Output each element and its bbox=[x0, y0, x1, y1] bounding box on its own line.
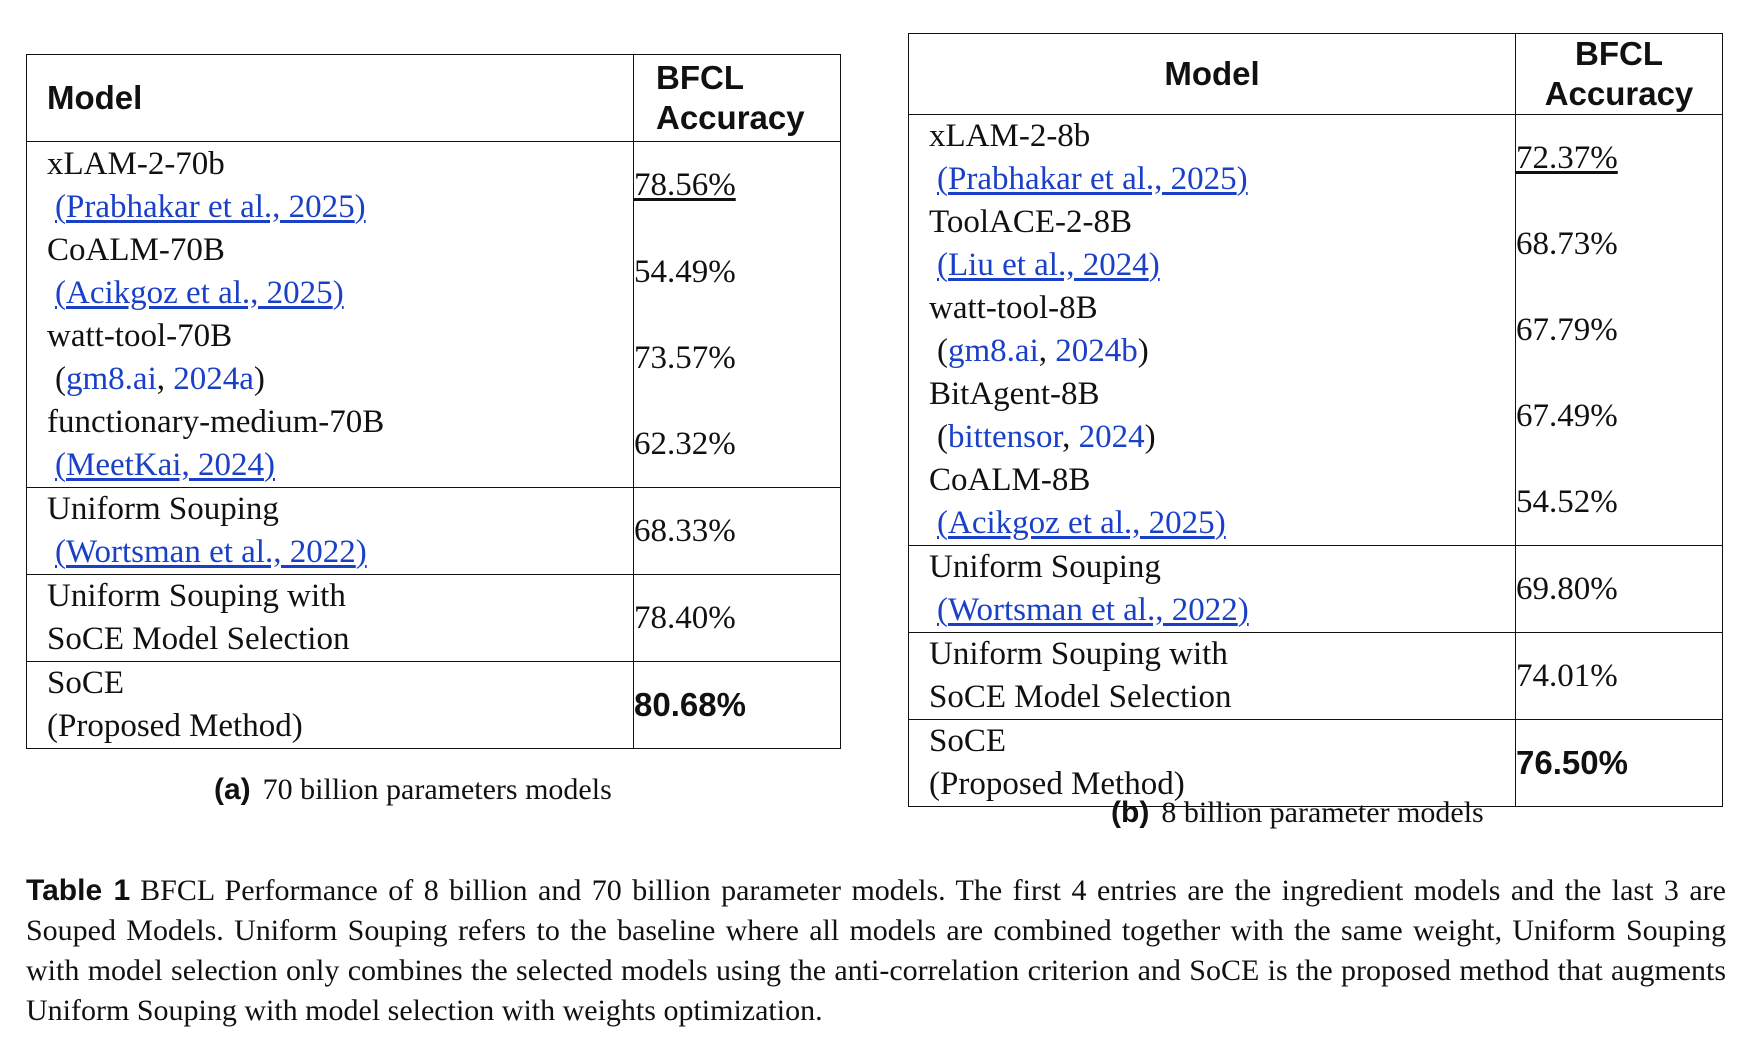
citation bbox=[27, 444, 633, 487]
table-caption bbox=[26, 871, 1726, 1031]
table-b-header-row bbox=[909, 34, 1723, 115]
accuracy-cell bbox=[1516, 201, 1723, 287]
citation-link[interactable]: bittensor bbox=[948, 419, 1063, 455]
column-header-model: Model bbox=[909, 34, 1516, 115]
accuracy-value: 74.01% bbox=[1516, 657, 1618, 694]
accuracy-cell bbox=[634, 662, 841, 749]
accuracy-value: 78.40% bbox=[634, 599, 736, 636]
citation bbox=[27, 186, 633, 229]
model-cell bbox=[909, 720, 1516, 807]
model-name: BitAgent-8B bbox=[929, 376, 1100, 412]
citation-link[interactable]: (Wortsman et al., 2022) bbox=[937, 592, 1249, 628]
accuracy-cell bbox=[1516, 373, 1723, 459]
accuracy-value: 62.32% bbox=[634, 425, 736, 462]
citation: (gm8.ai, 2024a) bbox=[55, 361, 265, 397]
accuracy-cell bbox=[1516, 633, 1723, 720]
table-row bbox=[909, 633, 1723, 720]
table-row bbox=[27, 229, 841, 315]
table-row bbox=[27, 662, 841, 749]
accuracy-cell bbox=[634, 488, 841, 575]
accuracy-cell bbox=[634, 142, 841, 230]
model-cell bbox=[27, 142, 634, 230]
model-name-line2: (Proposed Method) bbox=[47, 708, 303, 744]
citation bbox=[27, 531, 633, 574]
model-name-line2: SoCE Model Selection bbox=[47, 621, 350, 657]
accuracy-cell bbox=[634, 229, 841, 315]
model-name-line1: Uniform Souping with bbox=[47, 578, 346, 614]
model-name-line1: Uniform Souping with bbox=[929, 636, 1228, 672]
model-cell bbox=[909, 287, 1516, 373]
citation-link[interactable]: (MeetKai, 2024) bbox=[55, 447, 275, 483]
column-header-accuracy: BFCL Accuracy bbox=[1516, 34, 1723, 115]
citation bbox=[909, 244, 1515, 287]
model-name-line1: SoCE bbox=[929, 723, 1007, 759]
table-row bbox=[27, 488, 841, 575]
table-b bbox=[908, 33, 1722, 807]
citation: (gm8.ai, 2024b) bbox=[937, 333, 1149, 369]
column-header-accuracy-line2: Accuracy bbox=[656, 99, 805, 136]
subcaption-a-label: (a) bbox=[214, 773, 251, 806]
subcaption-a-text: 70 billion parameters models bbox=[262, 773, 612, 806]
subcaption-b bbox=[1111, 796, 1484, 830]
citation-link[interactable]: 2024 bbox=[1078, 419, 1145, 455]
model-name: CoALM-70B bbox=[47, 232, 225, 268]
table-row bbox=[27, 315, 841, 401]
table-b-grid bbox=[908, 33, 1723, 807]
citation-link[interactable]: (Prabhakar et al., 2025) bbox=[55, 189, 366, 225]
model-name: watt-tool-70B bbox=[47, 318, 233, 354]
model-name-line2: (Proposed Method) bbox=[929, 766, 1185, 802]
model-name: xLAM-2-70b bbox=[47, 146, 225, 182]
accuracy-cell bbox=[1516, 287, 1723, 373]
column-header-accuracy-line1: BFCL bbox=[656, 59, 744, 96]
accuracy-cell bbox=[634, 401, 841, 488]
table-a-header-row bbox=[27, 55, 841, 142]
model-name: ToolACE-2-8B bbox=[929, 204, 1133, 240]
accuracy-value: 78.56% bbox=[634, 167, 736, 203]
model-cell bbox=[909, 546, 1516, 633]
accuracy-value: 67.79% bbox=[1516, 311, 1618, 348]
model-cell bbox=[909, 373, 1516, 459]
accuracy-cell bbox=[1516, 720, 1723, 807]
table-caption-label: Table 1 bbox=[26, 874, 131, 907]
accuracy-cell bbox=[1516, 115, 1723, 202]
accuracy-value: 54.52% bbox=[1516, 483, 1618, 520]
accuracy-value: 73.57% bbox=[634, 339, 736, 376]
citation-link[interactable]: 2024b bbox=[1055, 333, 1138, 369]
table-row bbox=[27, 142, 841, 230]
model-cell bbox=[27, 575, 634, 662]
model-cell bbox=[27, 662, 634, 749]
citation bbox=[909, 158, 1515, 201]
citation-link[interactable]: 2024a bbox=[173, 361, 254, 397]
citation-link[interactable]: (Acikgoz et al., 2025) bbox=[55, 275, 344, 311]
model-cell bbox=[27, 401, 634, 488]
citation-link[interactable]: gm8.ai bbox=[948, 333, 1039, 369]
accuracy-value: 54.49% bbox=[634, 253, 736, 290]
citation-link[interactable]: (Wortsman et al., 2022) bbox=[55, 534, 367, 570]
accuracy-value: 68.33% bbox=[634, 512, 736, 549]
table-row bbox=[909, 546, 1723, 633]
model-cell bbox=[27, 315, 634, 401]
model-cell bbox=[27, 229, 634, 315]
model-cell bbox=[27, 488, 634, 575]
accuracy-cell bbox=[1516, 459, 1723, 546]
accuracy-value: 72.37% bbox=[1516, 139, 1618, 176]
model-name: functionary-medium-70B bbox=[47, 404, 385, 440]
model-name: Uniform Souping bbox=[929, 549, 1161, 585]
citation-link[interactable]: (Prabhakar et al., 2025) bbox=[937, 161, 1248, 197]
model-cell bbox=[909, 459, 1516, 546]
column-header-model: Model bbox=[27, 55, 634, 142]
model-cell bbox=[909, 633, 1516, 720]
table-row bbox=[27, 575, 841, 662]
model-name: CoALM-8B bbox=[929, 462, 1091, 498]
table-row bbox=[909, 459, 1723, 546]
table-caption-text: BFCL Performance of 8 billion and 70 billion parameter models. The first 4 entries are the ingredient models and the last 3 are Souped Models. Uniform Souping refers to the baseline where all models are combined together with the same weight, Uniform Souping with model selection only combines the selected models using the anti-correlation criterion and SoCE is the proposed method that augments Uniform Souping with model selection with weights optimization. bbox=[26, 874, 1726, 1027]
table-row bbox=[909, 115, 1723, 202]
accuracy-value: 68.73% bbox=[1516, 225, 1618, 262]
table-row bbox=[909, 720, 1723, 807]
table-row bbox=[27, 401, 841, 488]
subcaption-b-text: 8 billion parameter models bbox=[1161, 796, 1484, 829]
citation: (bittensor, 2024) bbox=[937, 419, 1156, 455]
accuracy-value-best: 80.68% bbox=[634, 686, 746, 723]
model-name: xLAM-2-8b bbox=[929, 118, 1091, 154]
model-name-line2: SoCE Model Selection bbox=[929, 679, 1232, 715]
citation bbox=[909, 502, 1515, 545]
accuracy-value-best: 76.50% bbox=[1516, 744, 1628, 781]
accuracy-cell bbox=[634, 315, 841, 401]
accuracy-value: 69.80% bbox=[1516, 570, 1618, 607]
model-name-line1: SoCE bbox=[47, 665, 125, 701]
column-header-accuracy bbox=[634, 55, 841, 142]
model-name: Uniform Souping bbox=[47, 491, 279, 527]
model-cell bbox=[909, 115, 1516, 202]
accuracy-cell bbox=[1516, 546, 1723, 633]
accuracy-value: 67.49% bbox=[1516, 397, 1618, 434]
accuracy-cell bbox=[634, 575, 841, 662]
citation bbox=[909, 589, 1515, 632]
table-row bbox=[909, 201, 1723, 287]
citation bbox=[27, 272, 633, 315]
model-name: watt-tool-8B bbox=[929, 290, 1098, 326]
table-a-grid bbox=[26, 54, 841, 749]
subcaption-a bbox=[214, 773, 612, 807]
table-a bbox=[26, 54, 840, 749]
citation-link[interactable]: gm8.ai bbox=[66, 361, 157, 397]
model-cell bbox=[909, 201, 1516, 287]
table-row bbox=[909, 287, 1723, 373]
table-row bbox=[909, 373, 1723, 459]
citation-link[interactable]: (Liu et al., 2024) bbox=[937, 247, 1160, 283]
subcaption-b-label: (b) bbox=[1111, 796, 1150, 829]
citation-link[interactable]: (Acikgoz et al., 2025) bbox=[937, 505, 1226, 541]
